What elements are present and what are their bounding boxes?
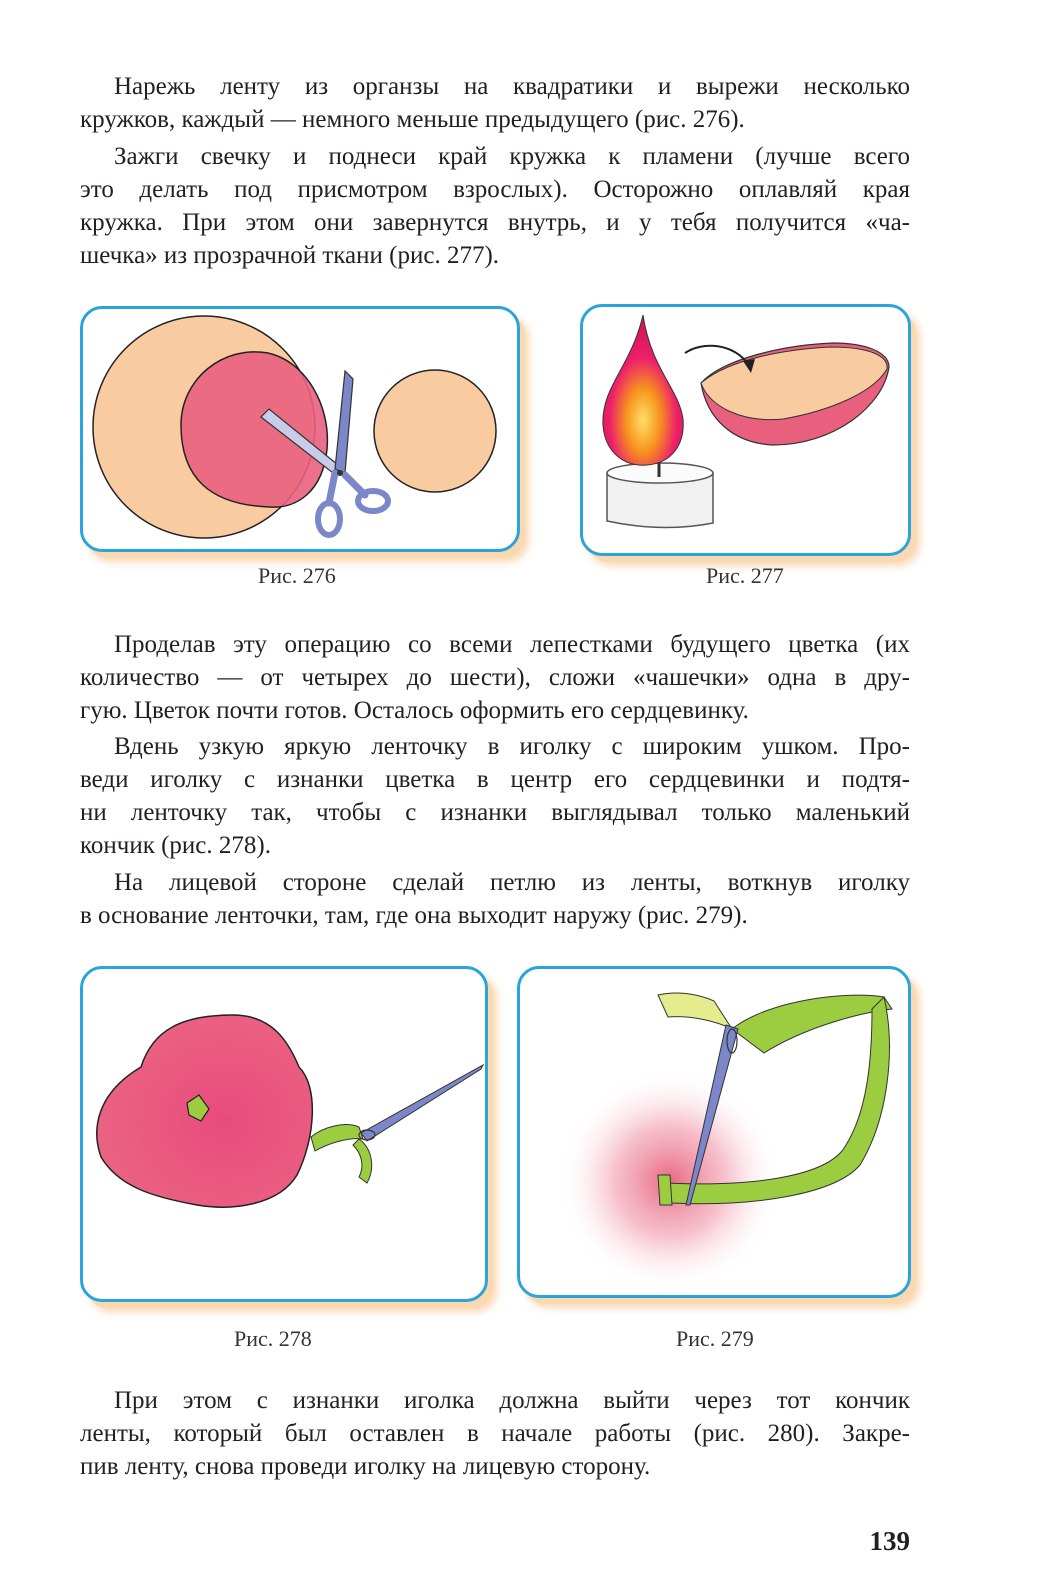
text-line: кружков, каждый — немного меньше предыдущего (рис. 276). <box>80 106 745 133</box>
page-number: 139 <box>869 1526 910 1556</box>
figure-279-illustration <box>520 969 908 1295</box>
figure-277-caption: Рис. 277 <box>706 563 784 588</box>
figure-276-illustration <box>83 309 517 549</box>
text-line: Зажги свечку и поднеси край кружка к пламени (лучше всего <box>114 143 910 170</box>
paragraph-finish <box>80 1384 910 1483</box>
paragraph-thread-needle <box>80 730 910 862</box>
text-line: это делать под присмотром взрослых). Осторожно оплавляй края <box>80 176 910 203</box>
paragraph-assemble-flower <box>80 628 910 727</box>
ribbon-tail <box>353 1139 372 1183</box>
figure-276-frame <box>80 306 520 552</box>
text-line: При этом с изнанки иголка должна выйти через тот кончик <box>114 1387 910 1414</box>
ribbon-tip <box>658 993 732 1029</box>
text-line: пив ленту, снова проведи иголку на лицевую сторону. <box>80 1453 651 1480</box>
text-line: ни ленточку так, чтобы с изнанки выглядывал только маленький <box>80 799 910 826</box>
paragraph-cut-circles <box>80 70 910 136</box>
text-line: Вдень узкую яркую ленточку в иголку с широким ушком. Про- <box>114 733 910 760</box>
figure-278-caption: Рис. 278 <box>234 1326 312 1351</box>
small-circle <box>374 370 496 492</box>
text-line: Проделав эту операцию со всеми лепестками будущего цветка (их <box>114 631 910 658</box>
figure-279-frame <box>517 966 911 1298</box>
ribbon-loop <box>732 995 892 1053</box>
text-line: Нарежь ленту из органзы на квадратики и вырежи несколько <box>114 73 910 100</box>
flame-icon <box>603 315 683 465</box>
text-line: количество — от четырех до шести), сложи «чашечки» одна в дру- <box>80 664 910 691</box>
paragraph-melt-edges <box>80 140 910 272</box>
figure-278-frame <box>80 966 488 1302</box>
text-line: кончик (рис. 278). <box>80 832 271 859</box>
figure-277-illustration <box>583 307 908 553</box>
text-line: На лицевой стороне сделай петлю из ленты, воткнув иголку <box>114 869 910 896</box>
text-line: гую. Цветок почти готов. Осталось оформить его сердцевинку. <box>80 697 749 724</box>
text-line: веди иголку с изнанки цветка в центр его сердцевинки и подтя- <box>80 766 910 793</box>
text-line: ленты, который был оставлен в начале работы (рис. 280). Закре- <box>80 1420 910 1447</box>
paragraph-make-loop <box>80 866 910 932</box>
figure-276-caption: Рис. 276 <box>258 563 336 588</box>
text-line: в основание ленточки, там, где она выходит наружу (рис. 279). <box>80 902 748 929</box>
figure-279-caption: Рис. 279 <box>676 1326 754 1351</box>
figure-277-frame <box>580 304 911 556</box>
overlap-circle <box>181 352 327 507</box>
text-line: шечка» из прозрачной ткани (рис. 277). <box>80 242 500 269</box>
text-line: кружка. При этом они завернутся внутрь, и у тебя получится «ча- <box>80 209 910 236</box>
ribbon-end <box>658 1175 672 1205</box>
needle-icon <box>361 1065 483 1141</box>
figure-278-illustration <box>83 969 485 1299</box>
